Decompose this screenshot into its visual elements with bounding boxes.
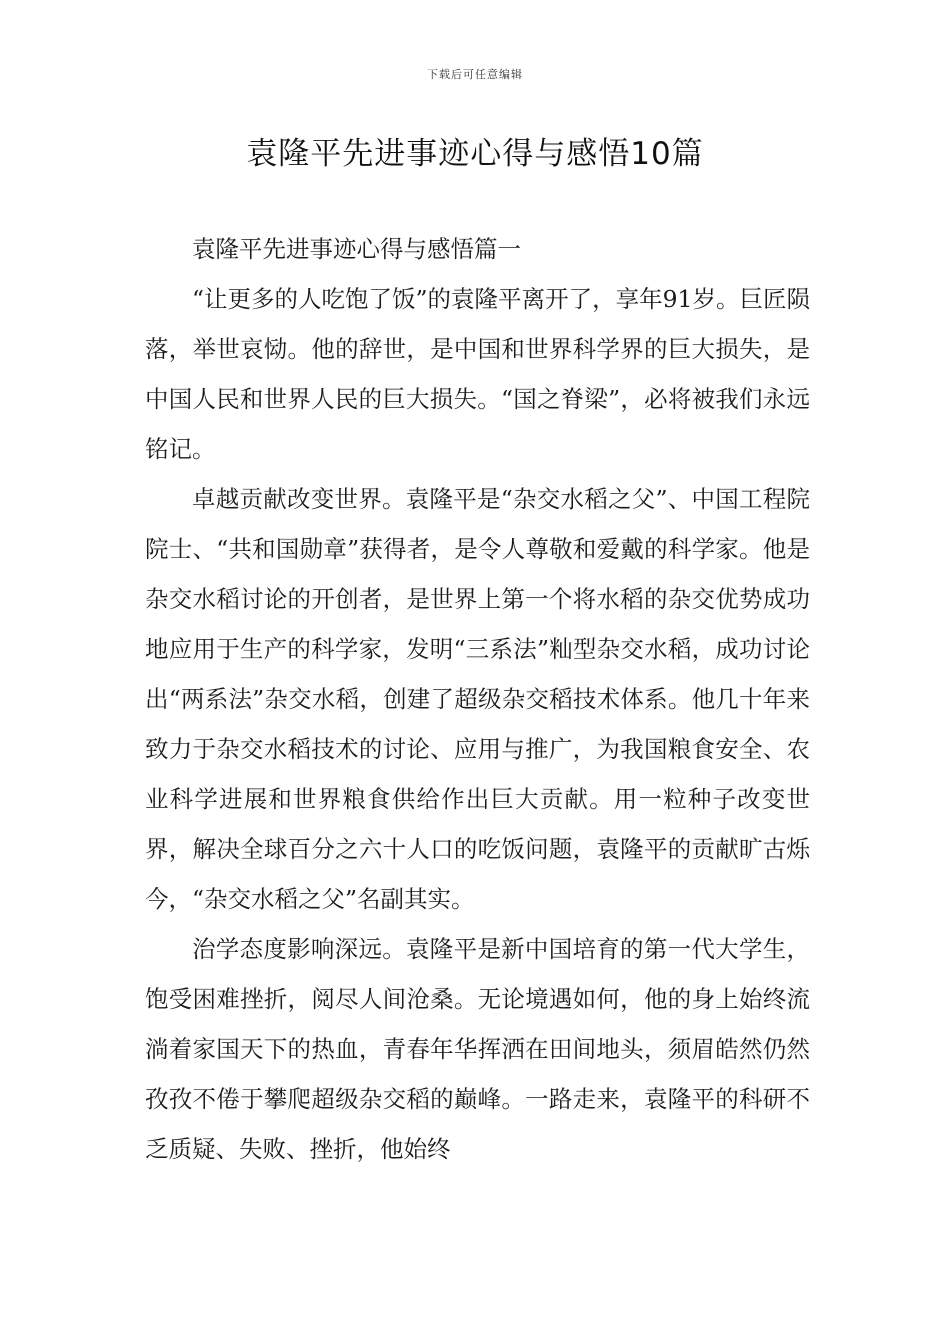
document-title: 袁隆平先进事迹心得与感悟10篇: [246, 136, 704, 172]
paragraph-2: 卓越贡献改变世界。袁隆平是“杂交水稻之父”、中国工程院院士、“共和国勋章”获得者，是令人尊敬和爱戴的科学家。他是杂交水稻讨论的开创者，是世界上第一个将水稻的杂交优势成功地应用于生产的科学家，发明“三系法”籼型杂交水稻，成功讨论出“两系法”杂交水稻，创建了超级杂交稻技术体系。他几十年来致力于杂交水稻技术的讨论、应用与推广，为我国粮食安全、农业科学进展和世界粮食供给作出巨大贡献。用一粒种子改变世界，解决全球百分之六十人口的吃饭问题，袁隆平的贡献旷古烁今，“杂交水稻之父”名副其实。: [145, 485, 810, 913]
header-note: 下载后可任意编辑: [427, 68, 523, 81]
paragraph-3: 治学态度影响深远。袁隆平是新中国培育的第一代大学生，饱受困难挫折，阅尽人间沧桑。无论境遇如何，他的身上始终流淌着家国天下的热血，青春年华挥洒在田间地头，须眉皓然仍然孜孜不倦于攀爬超级杂交稻的巅峰。一路走来，袁隆平的科研不乏质疑、失败、挫折，他始终: [145, 935, 810, 1163]
section-heading: 袁隆平先进事迹心得与感悟篇一: [192, 235, 521, 263]
paragraph-1: “让更多的人吃饱了饭”的袁隆平离开了，享年91岁。巨匠陨落，举世哀恸。他的辞世，是中国和世界科学界的巨大损失，是中国人民和世界人民的巨大损失。“国之脊梁”，必将被我们永远铭记。: [145, 285, 810, 463]
document-body: [145, 224, 810, 1174]
